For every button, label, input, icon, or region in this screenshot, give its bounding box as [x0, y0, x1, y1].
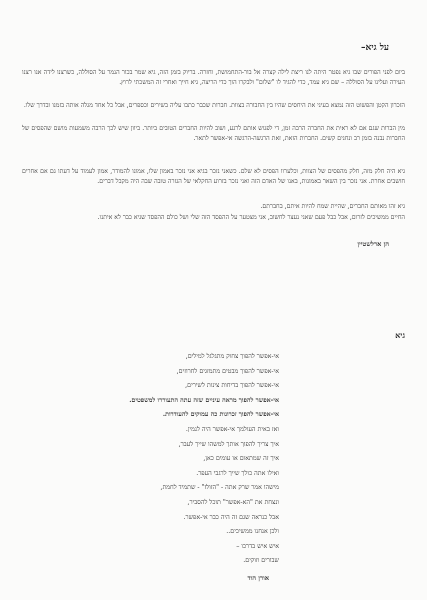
letter-heading: על גיא–	[360, 43, 389, 53]
poem-title: גיא	[395, 330, 405, 340]
poem-line: איך זה שמתאום או עומים כאן,	[203, 455, 279, 463]
poem-line: איך צריך להפוך אותך למשהו שייך לעבר,	[178, 440, 279, 448]
poem-line: ונצחת את "הא-אפשר" תוכל להסביר,	[187, 498, 279, 506]
poem-line: אי-אפשר להפוך בדיחות צינות לשירים,	[185, 382, 279, 390]
poem-line: ולכן אנחנו ממשיכים..	[226, 528, 279, 536]
poem-lines	[129, 350, 279, 569]
poem-line: אי-אפשר להפוך זכרונות כה עמוקים להעודרות.	[162, 411, 279, 419]
poem-line: אבל כנראה שגם זה היה כבר אי-אפשר.	[183, 513, 279, 521]
letter-paragraph-4: גיא היה חלק מזה, חלק מהפסים של הצוות, וכלערוו הפסים לא שלם. כשאני נזכר בגיא אני נזכר באמון שלו, אמונו להמודר, אמון לעמוד על דעתו גם אם אחרים חושבים אחרת. אני נזכר בין השאר באמונות, באנו של האדם הזה ואני נזכר בזרוע החקלאי של הגזרה טובה שבה היה מקבל דברים.	[22, 168, 405, 185]
poem-line: ואז באית העולמך אי-אפשר היה לנמין.	[185, 425, 279, 433]
poem-line: מישהו אמר שרק אתה - "הזולז" - שתמיד לחמת,	[160, 484, 279, 492]
poem-line: שבורים וזוקים.	[243, 557, 279, 565]
poem-line: ואילו אתה כולך שייך לרגבי העפר.	[196, 469, 279, 477]
letter-paragraph-2: הזכרון הקטן והפשוט הזה נמצא בעיני את היחסים שהיו בין החבורה בצוות. חברות שכבר כתבו עליה בשירים וכספרים, אבל כל אחד מגלה אותה בזמנו ובדרך שלו.	[23, 102, 405, 109]
letter-paragraph-6: החיים ממשיכים לזרום, אבל כבל פעם שאני נעצר לחשוב, אני מצטער על ההפסד הזה שלי ושל כולם ההפסד שגיא כבר לא איתנו.	[97, 214, 405, 221]
poem-line: אי-אפשר להפוך מראה עיניים שזה עתה התעוררו למשפטים.	[129, 396, 279, 404]
poem-line: אי-אפשר להפוך מבטים מתמזגים לחרוזים,	[176, 367, 279, 375]
letter-paragraph-1: ביום לפני הפורים שבו גיא נפטר היתה לנו ריצת לילה קצרה אל בור-התחמושת, וחזרה. בריוק בזמן הזה, גיא שמר בכור הנמר על הסוללה, כשרצנו לידה אנו רצנו העירה ועלינו על הסוללה – שם גיא עמד, כדי להגיד לו "שלום" ולבקרו הוך כדי הריצה, גיא חייך ואחרי זה המשכתי לרוץ.	[22, 69, 405, 86]
poem-signature: אורן הוד	[247, 574, 269, 582]
poem-line: איש איש בדרכו –	[236, 542, 279, 550]
poem-line: אי-אפשר להפוך צחוק מתגלגל למילים,	[185, 353, 279, 360]
letter-paragraph-5: גיא זהו מאותם החברים, שהיית שמח להיות איתם, בחברתם.	[260, 203, 405, 210]
letter-signature: הן ארלשטיין	[357, 240, 389, 248]
letter-paragraph-3: מין הברות שגם אם לא ראית את החברה הרבה זמן, די לפגוש אותם לרגע, ושוב להיות החברים הטובים ביותר. ביוון שיש לכך הרבה משמעות מושם שהפסים של החברות נבנה בזמן רב ונחנים קשים. החברות הזאת, זאת הרגשה-הרגשה אי-אפשר לתאר.	[22, 125, 405, 142]
